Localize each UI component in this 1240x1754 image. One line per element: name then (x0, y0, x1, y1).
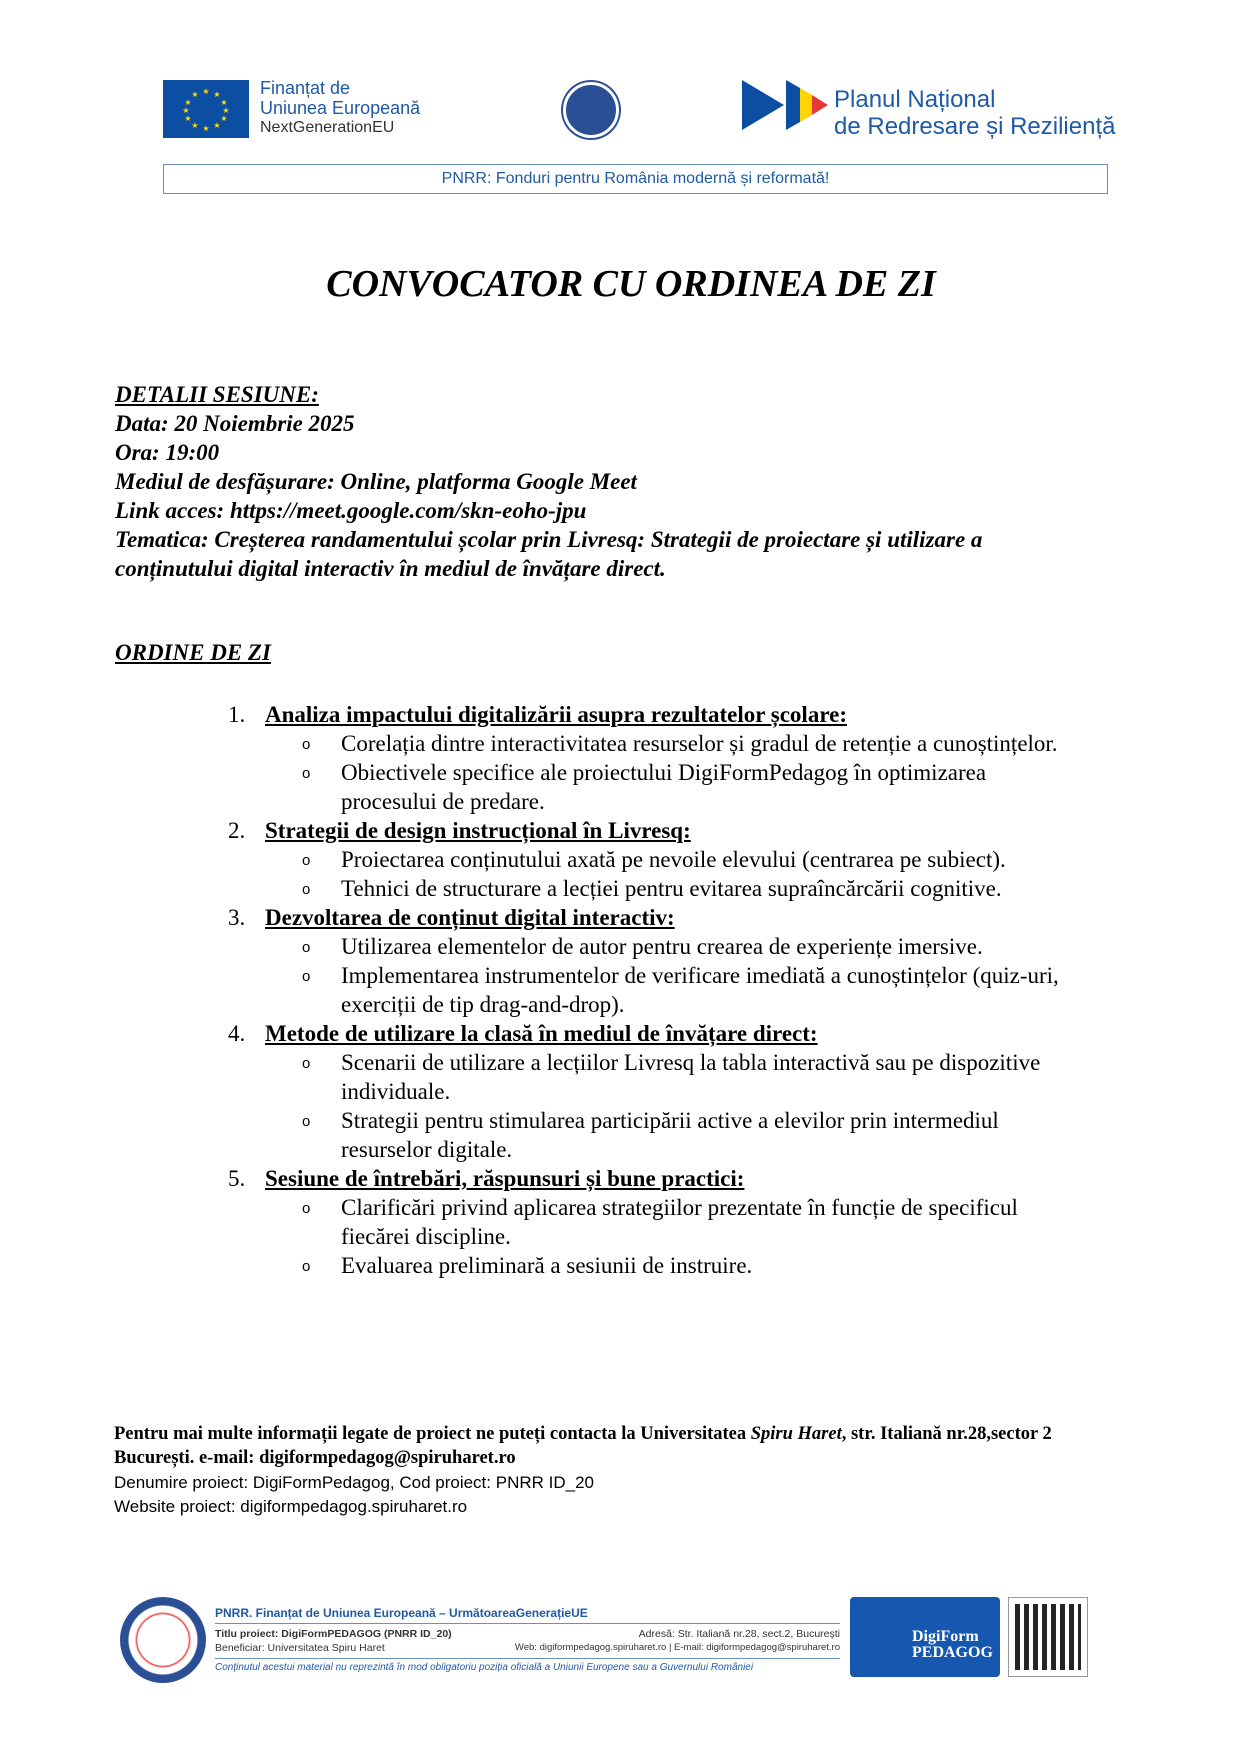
svg-text:★: ★ (184, 114, 192, 123)
svg-text:★: ★ (191, 121, 199, 130)
qr-code-icon (1008, 1597, 1088, 1677)
eu-line: NextGenerationEU (260, 119, 395, 136)
bullet-icon: o (302, 968, 311, 985)
svg-text:★: ★ (213, 121, 221, 130)
agenda-subitem (0, 1048, 1240, 1106)
eu-flag-logo (163, 80, 249, 138)
pnrr-title (834, 86, 1115, 140)
digiform-pedagog-logo (850, 1597, 1000, 1677)
university-name: Spiru Haret (750, 1424, 842, 1444)
logo-text: DigiForm (912, 1628, 979, 1645)
agenda-item (0, 903, 1240, 932)
agenda-number: 4. (228, 1021, 246, 1046)
agenda-item (0, 816, 1240, 845)
subitem-text: Scenarii de utilizare a lecțiilor Livresq la tabla interactivă sau pe dispozitive individuale. (341, 1050, 1041, 1104)
agenda-subitem (0, 1193, 1240, 1251)
detail-topic: Tematica: Creșterea randamentului școlar prin Livresq: Strategii de proiectare și utilizare a conținutului digital interactiv în mediul de învățare direct. (115, 527, 983, 581)
contact-info (114, 1422, 1124, 1518)
divider (215, 1623, 840, 1624)
subitem-text: Evaluarea preliminară a sesiunii de instruire. (341, 1253, 753, 1278)
svg-text:★: ★ (182, 106, 190, 115)
project-website: Website proiect: digiformpedagog.spiruharet.ro (114, 1497, 468, 1516)
bullet-icon: o (302, 1055, 311, 1072)
svg-text:★: ★ (202, 124, 210, 133)
agenda-number: 5. (228, 1166, 246, 1191)
pnrr-banner: PNRR: Fonduri pentru România modernă și reformată! (163, 164, 1108, 194)
subitem-text: Clarificări privind aplicarea strategiilor prezentate în funcție de specificul fiecărei discipline. (341, 1195, 1018, 1249)
bullet-icon: o (302, 939, 311, 956)
subitem-text: Corelația dintre interactivitatea resurselor și gradul de retenție a cunoștințelor. (341, 731, 1058, 756)
footer-beneficiary: Beneficiar: Universitatea Spiru Haret (215, 1642, 385, 1654)
bullet-icon: o (302, 881, 311, 898)
eu-funding-text (260, 78, 420, 138)
pnrr-line: Planul Național (834, 86, 996, 113)
agenda-item-title: Sesiune de întrebări, răspunsuri și bune practici: (265, 1166, 745, 1191)
subitem-text: Tehnici de structurare a lecției pentru evitarea supraîncărcării cognitive. (341, 876, 1002, 901)
footer-web: Web: digiformpedagog.spiruharet.ro | E-mail: digiformpedagog@spiruharet.ro (514, 1642, 840, 1653)
footer-funding: PNRR. Finanțat de Uniunea Europeană – UrmătoareaGenerațieUE (215, 1606, 588, 1620)
bullet-icon: o (302, 1200, 311, 1217)
agenda-number: 3. (228, 905, 246, 930)
svg-text:★: ★ (220, 98, 228, 107)
detail-time: Ora: 19:00 (115, 440, 220, 465)
agenda-subitem (0, 874, 1240, 903)
agenda-subitem (0, 932, 1240, 961)
pnrr-line: de Redresare și Reziliență (834, 113, 1116, 140)
divider (215, 1658, 840, 1659)
university-seal-icon (120, 1597, 206, 1683)
svg-text:★: ★ (202, 87, 210, 96)
bullet-icon: o (302, 1258, 311, 1275)
agenda-subitem (0, 758, 1240, 816)
agenda-heading: ORDINE DE ZI (115, 640, 271, 665)
subitem-text: Implementarea instrumentelor de verificare imediată a cunoștințelor (quiz-uri, exerciții de tip drag-and-drop). (341, 963, 1059, 1017)
detail-link[interactable]: Link acces: https://meet.google.com/skn-eoho-jpu (115, 498, 587, 523)
bullet-icon: o (302, 765, 311, 782)
contact-text: Pentru mai multe informații legate de proiect ne puteți contacta la Universitatea (114, 1424, 751, 1444)
eu-line: Uniunea Europeană (260, 98, 421, 118)
agenda-subitem (0, 1251, 1240, 1280)
contact-paragraph (114, 1422, 1124, 1470)
svg-text:★: ★ (220, 114, 228, 123)
footer-disclaimer: Conținutul acestui material nu reprezintă în mod obligatoriu poziția oficială a Uniunii Europene sau a Guvernului României (215, 1662, 754, 1673)
subitem-text: Proiectarea conținutului axată pe nevoile elevului (centrarea pe subiect). (341, 847, 1006, 872)
svg-text:★: ★ (222, 106, 230, 115)
agenda-subitem (0, 845, 1240, 874)
page-title: CONVOCATOR CU ORDINEA DE ZI (326, 263, 936, 305)
subitem-text: Utilizarea elementelor de autor pentru crearea de experiențe imersive. (341, 934, 983, 959)
footer (120, 1597, 1090, 1687)
detail-platform: Mediul de desfășurare: Online, platforma Google Meet (115, 469, 637, 494)
eu-line: Finanțat de (260, 78, 351, 98)
logo-text: PEDAGOG (912, 1644, 993, 1661)
pnrr-logo-icon (742, 80, 832, 130)
agenda-item (0, 1164, 1240, 1193)
romanian-government-seal (563, 82, 619, 138)
contact-text-end: , str. Italiană nr.28,sector 2 București. e-mail: digiformpedagog@spiruharet.ro (114, 1424, 1052, 1468)
agenda-number: 1. (228, 702, 246, 727)
svg-text:★: ★ (184, 98, 192, 107)
agenda-item-title: Strategii de design instrucțional în Livresq: (265, 818, 691, 843)
detail-date: Data: 20 Noiembrie 2025 (115, 411, 355, 436)
bullet-icon: o (302, 736, 311, 753)
agenda-number: 2. (228, 818, 246, 843)
agenda-item-title: Dezvoltarea de conținut digital interactiv: (265, 905, 675, 930)
agenda-item (0, 700, 1240, 729)
subitem-text: Strategii pentru stimularea participării active a elevilor prin intermediul resurselor digitale. (341, 1108, 999, 1162)
project-name: Denumire proiect: DigiFormPedagog, Cod proiect: PNRR ID_20 (114, 1473, 594, 1492)
footer-address: Adresă: Str. Italiană nr.28, sect.2, București (638, 1628, 840, 1640)
agenda-item (0, 1019, 1240, 1048)
footer-project-title: Titlu proiect: DigiFormPEDAGOG (PNRR ID_20) (215, 1628, 452, 1640)
session-details (115, 380, 1075, 583)
details-heading: DETALII SESIUNE: (115, 382, 319, 407)
subitem-text: Obiectivele specifice ale proiectului DigiFormPedagog în optimizarea procesului de predare. (341, 760, 987, 814)
agenda-subitem (0, 961, 1240, 1019)
bullet-icon: o (302, 852, 311, 869)
svg-text:★: ★ (213, 90, 221, 99)
agenda-item-title: Analiza impactului digitalizării asupra rezultatelor școlare: (265, 702, 847, 727)
agenda-item-title: Metode de utilizare la clasă în mediul de învățare direct: (265, 1021, 818, 1046)
agenda-list (0, 700, 1240, 1280)
agenda-subitem (0, 729, 1240, 758)
svg-text:★: ★ (191, 90, 199, 99)
bullet-icon: o (302, 1113, 311, 1130)
agenda-subitem (0, 1106, 1240, 1164)
